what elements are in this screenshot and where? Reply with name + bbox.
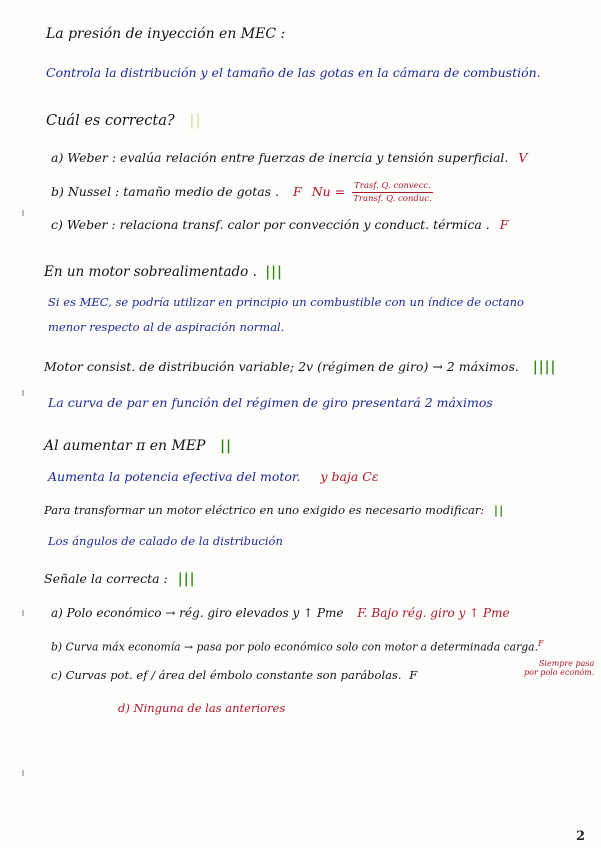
option-c-curvas [51,670,417,682]
note-text: Para transformar un motor eléctrico en uno exigido es necesario modificar: [44,503,485,517]
note-question-injection [46,27,285,41]
note-text: La presión de inyección en MEC : [46,26,286,42]
red-annotation: F. Bajo rég. giro y ↑ Pme [357,606,510,620]
fraction-numerator: Trasf. Q. convecc. [354,181,431,191]
note-text: Cuál es correcta? [46,113,175,129]
option-b-nussel [51,182,433,203]
margin-tick [22,210,24,216]
false-mark: F [293,184,302,199]
side-note-line: por polo económ. [524,667,595,677]
true-mark: V [518,150,528,165]
nusselt-formula: Nu = [311,184,346,199]
tally-marks: ||| [177,571,196,587]
option-text: b) Curva máx economía → pasa por polo económico solo con motor a determinada carga. [51,640,539,654]
option-d-none [118,703,285,715]
note-text: La curva de par en función del régimen de giro presentará 2 máximos [48,395,493,410]
page-number: 2 [575,829,585,844]
nusselt-fraction [352,182,433,203]
note-text: Señale la correcta : [44,571,168,586]
option-text: b) Nussel : tamaño medio de gotas . [51,184,280,199]
note-question-compression [44,439,232,453]
note-question-valve-timing [44,361,556,375]
note-answer-valve-timing [48,397,493,410]
tally-marks: || [493,503,505,517]
false-mark: F [499,217,509,232]
note-text: En un motor sobrealimentado . [44,264,257,280]
margin-tick [22,610,24,616]
tally-marks: || [219,438,233,454]
false-mark: F [538,639,544,648]
note-answer-injection [46,67,541,80]
note-question-transform [44,505,504,517]
option-text: c) Curvas pot. ef / área del émbolo constante son parábolas. [51,668,402,682]
red-annotation: y baja Cε [320,469,379,484]
tally-marks: ||| [265,264,283,280]
tally-marks: || [189,112,202,129]
option-b-curva [51,640,544,653]
note-answer-transform [48,536,283,548]
note-question-turbo [44,266,283,280]
side-note [524,659,595,678]
fraction-denominator: Transf. Q. conduc. [353,193,432,204]
note-text: Aumenta la potencia efectiva del motor. [48,469,301,484]
margin-tick [22,390,24,396]
option-a-polo [51,607,510,619]
option-text: a) Weber : evalúa relación entre fuerzas de inercia y tensión superficial. [51,150,509,165]
option-text: a) Polo económico → rég. giro elevados y ↑ Pme [51,606,344,620]
tally-marks: |||| [532,359,557,375]
note-text: Motor consist. de distribución variable; 2v (régimen de giro) → 2 máximos. [44,359,519,374]
note-answer-turbo-2 [48,322,284,334]
false-mark: F [409,668,418,682]
option-text: d) Ninguna de las anteriores [118,701,286,715]
option-text: c) Weber : relaciona transf. calor por convección y conduct. térmica . [51,217,490,232]
option-c-weber [51,219,508,232]
note-question-which [46,114,202,129]
margin-tick [22,770,24,776]
note-text: Controla la distribución y el tamaño de las gotas en la cámara de combustión. [46,65,541,80]
note-answer-turbo-1 [48,297,524,309]
note-answer-compression [48,471,379,484]
option-a-weber [51,152,527,165]
note-text: menor respecto al de aspiración normal. [48,320,285,334]
note-text: Si es MEC, se podría utilizar en principio un combustible con un índice de octano [48,295,524,309]
note-text: Al aumentar π en MEP [44,438,206,454]
note-question-correct [44,573,196,587]
note-text: Los ángulos de calado de la distribución [48,534,283,548]
side-note-line: Siempre pasa [538,659,595,668]
